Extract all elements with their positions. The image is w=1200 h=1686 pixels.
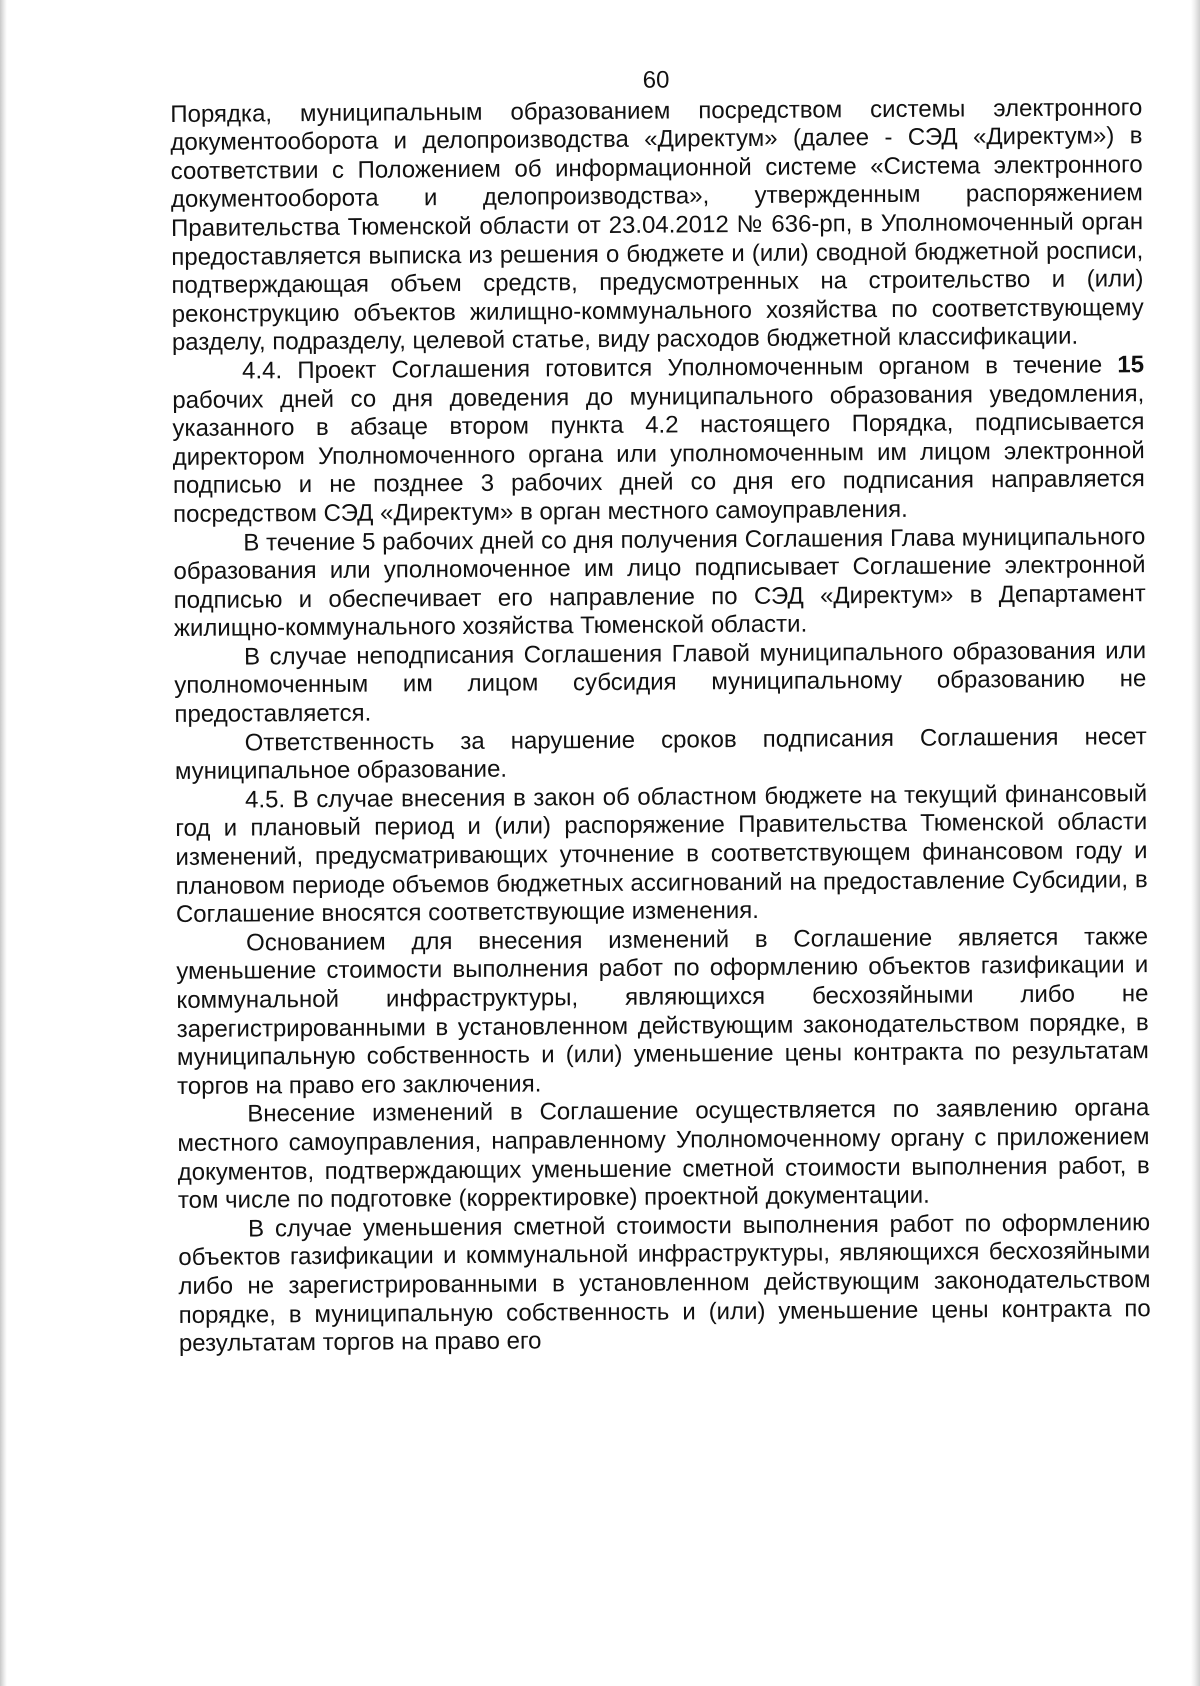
paragraph-grounds-for-changes: Основанием для внесения изменений в Соглашение является также уменьшение стоимости выполнения работ по оформлению объектов газификации и коммунальной инфраструктуры, являющихся бесхозяйными либо не зарегистрированными в установленном действующим законодательством порядке, в муниципальную собственность и (или) уменьшение цены контракта по результатам торгов на право его заключения. (176, 923, 1149, 1100)
paragraph-continuation: Порядка, муниципальным образованием посредством системы электронного документооборота и делопроизводства «Директум» (далее - СЭД «Директум») в соответствии с Положением об информационной системе «Система электронного документооборота и делопроизводства», утвержденным распоряжением Правительства Тюменской области от 23.04.2012 № 636-рп, в Уполномоченный орган предоставляется выписка из решения о бюджете и (или) сводной бюджетной росписи, подтверждающая объем средств, предусмотренных на строительство и (или) реконструкцию объектов жилищно-коммунального хозяйства по соответствующему разделу, подразделу, целевой статье, виду расходов бюджетной классификации. (170, 93, 1144, 357)
scan-edge-left (0, 0, 7, 1686)
scan-edge-right (1191, 0, 1200, 1686)
paragraph-changes-procedure: Внесение изменений в Соглашение осуществляется по заявлению органа местного самоуправления, направленному Уполномоченному органу с приложением документов, подтверждающих уменьшение сметной стоимости выполнения работ, в том числе по подготовке (корректировке) проектной документации. (177, 1094, 1150, 1215)
paragraph-4-4-days-number: 15 (1117, 351, 1145, 379)
paragraph-4-4-text-before: 4.4. Проект Соглашения готовится Уполномоченным органом в течение (242, 351, 1118, 385)
paragraph-cost-reduction: В случае уменьшения сметной стоимости выполнения работ по оформлению объектов газификации и коммунальной инфраструктуры, являющихся бесхозяйными либо не зарегистрированными в установленном действующим законодательством порядке, в муниципальную собственность и (или) уменьшение цены контракта по результатам торгов на право его (178, 1208, 1151, 1358)
paragraph-responsibility: Ответственность за нарушение сроков подписания Соглашения несет муниципальное образование. (174, 722, 1147, 786)
paragraph-4-4 (172, 351, 1145, 529)
page-number: 60 (642, 66, 670, 94)
paragraph-4-4-text-after: рабочих дней со дня доведения до муниципального образования уведомления, указанного в абзаце втором пункта 4.2 настоящего Порядка, подписывается директором Уполномоченного органа или уполномоченным им лицом электронной подписью и не позднее 3 рабочих дней со дня его подписания направляется посредством СЭД «Директум» в орган местного самоуправления. (172, 379, 1145, 528)
document-page (170, 63, 1151, 1358)
paragraph-4-5: 4.5. В случае внесения в закон об областном бюджете на текущий финансовый год и плановый период и (или) распоряжение Правительства Тюменской области изменений, предусматривающих уточнение в соответствующем финансовом году и плановом периоде объемов бюджетных ассигнований на предоставление Субсидии, в Соглашение вносятся соответствующие изменения. (175, 780, 1148, 929)
paragraph-signing-period: В течение 5 рабочих дней со дня получения Соглашения Глава муниципального образования или уполномоченное им лицо подписывает Соглашение электронной подписью и обеспечивает его направление по СЭД «Директум» в Департамент жилищно-коммунального хозяйства Тюменской области. (173, 522, 1146, 643)
paragraph-non-signing: В случае неподписания Соглашения Главой муниципального образования или уполномоченным им лицом субсидия муниципальному образованию не предоставляется. (174, 637, 1147, 729)
